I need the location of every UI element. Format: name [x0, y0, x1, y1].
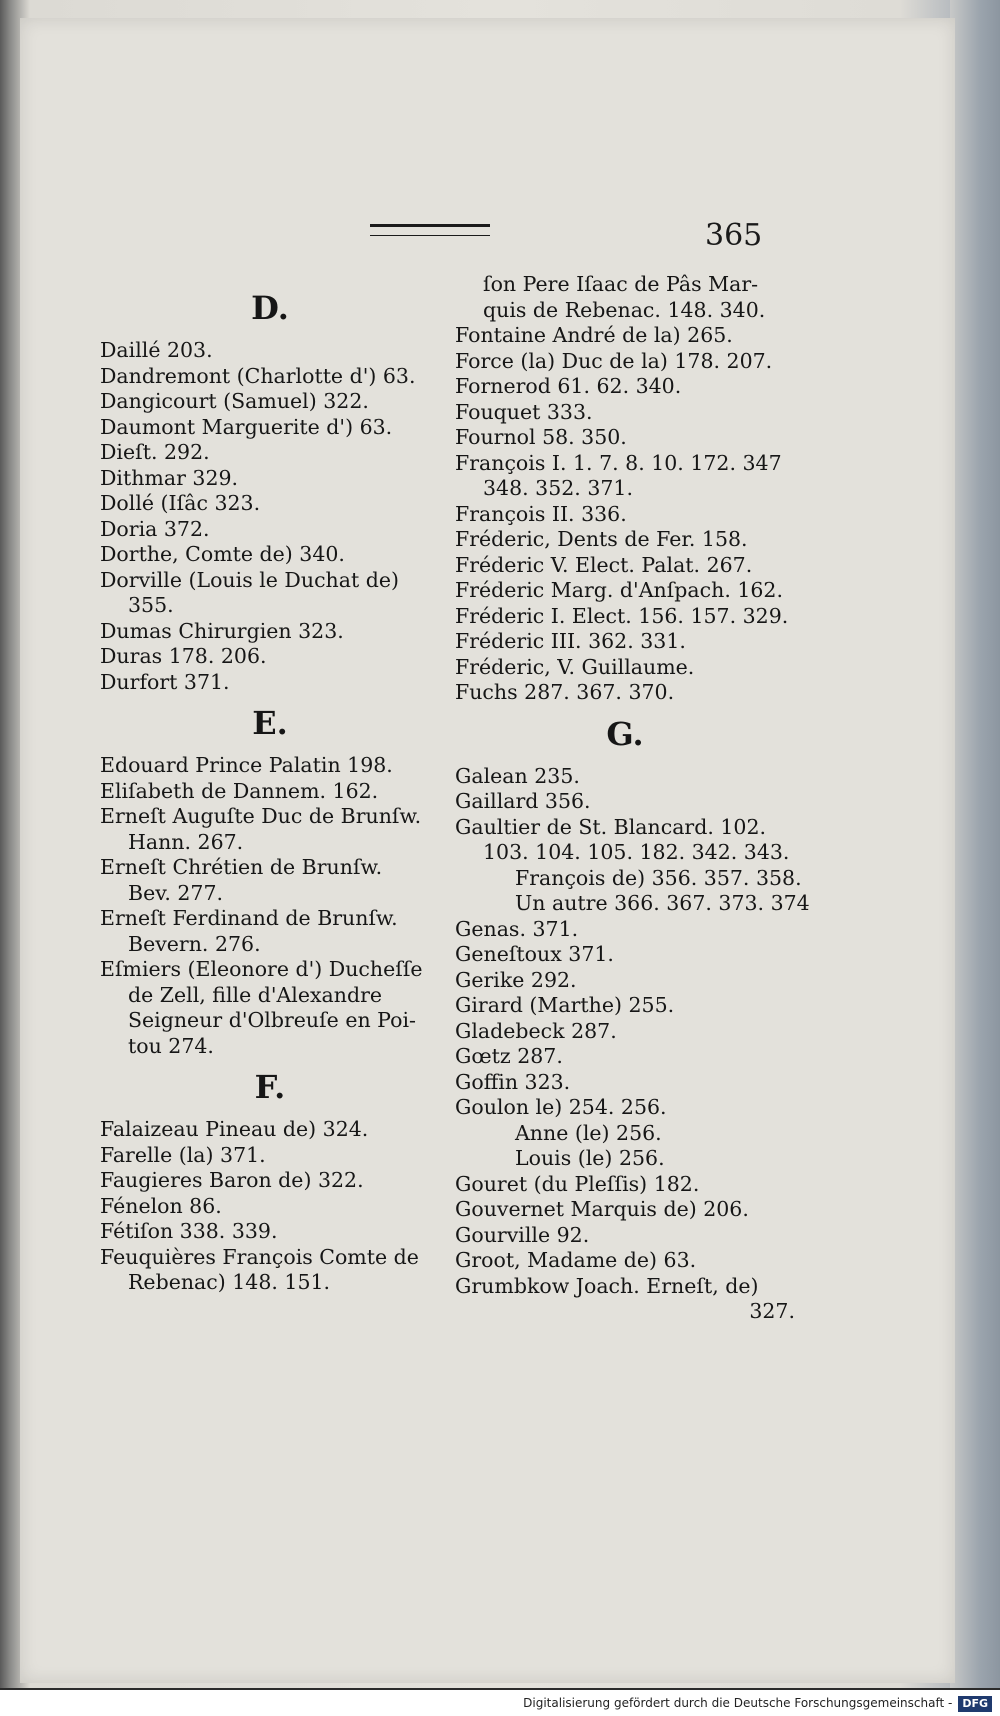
index-entry: Duras 178. 206. [100, 644, 267, 668]
index-entry: Gouret (du Pleſſis) 182. [455, 1171, 700, 1196]
index-entry: ſon Pere Iſaac de Pâs Mar- [483, 272, 759, 296]
index-entry: Eliſabeth de Dannem. 162. [100, 778, 379, 803]
section-letter-heading: D. [251, 289, 289, 327]
dfg-logo: DFG [958, 1696, 992, 1712]
index-entry: Dangicourt (Samuel) 322. [100, 389, 369, 413]
index-entry: Fouquet 333. [455, 399, 593, 424]
index-entry: Genas. 371. [455, 916, 579, 941]
section-letter-heading: G. [606, 714, 644, 753]
index-entry: Feuquières François Comte de [100, 1244, 419, 1269]
index-column-left [100, 280, 440, 1296]
index-entry: 355. [128, 593, 174, 617]
index-entry: Galean 235. [455, 763, 580, 788]
index-entry: 348. 352. 371. [483, 476, 633, 500]
footer-text: Digitalisierung gefördert durch die Deutsche Forschungsgemeinschaft - [523, 1696, 953, 1710]
index-column-right [455, 272, 810, 1325]
index-entry: Goffin 323. [455, 1069, 571, 1094]
index-entry: Erneſt Ferdinand de Brunſw. [100, 906, 398, 930]
index-entry: quis de Rebenac. 148. 340. [483, 297, 766, 322]
index-entry: de Zell, fille d'Alexandre [128, 982, 383, 1007]
index-entry: Goulon le) 254. 256. [455, 1095, 667, 1119]
index-entry: Fréderic Marg. d'Anſpach. 162. [455, 578, 783, 602]
index-entry: Doria 372. [100, 516, 210, 541]
index-entry: Fréderic, Dents de Fer. 158. [455, 527, 748, 551]
index-entry: Dieſt. 292. [100, 440, 210, 464]
index-entry: Falaizeau Pineau de) 324. [100, 1117, 369, 1141]
index-entry: Daumont Marguerite d') 63. [100, 414, 393, 439]
book-edge [950, 0, 1000, 1688]
index-entry: Gourville 92. [455, 1222, 590, 1247]
index-entry: Fréderic V. Elect. Palat. 267. [455, 552, 753, 577]
index-entry: Gouvernet Marquis de) 206. [455, 1197, 749, 1221]
index-entry: Gerike 292. [455, 967, 577, 992]
index-entry: François II. 336. [455, 501, 627, 526]
index-entry: Fuchs 287. 367. 370. [455, 680, 675, 704]
index-entry: Fréderic III. 362. 331. [455, 629, 686, 653]
index-entry: Fontaine André de la) 265. [455, 323, 733, 347]
index-entry: Un autre 366. 367. 373. 374 [515, 891, 810, 915]
index-entry: Louis (le) 256. [515, 1146, 665, 1170]
index-entry: Force (la) Duc de la) 178. 207. [455, 348, 773, 373]
index-entry: Girard (Marthe) 255. [455, 993, 675, 1017]
index-entry: Gaillard 356. [455, 789, 591, 813]
header-rule [370, 224, 490, 236]
index-entry: tou 274. [128, 1033, 214, 1058]
index-entry: Faugieres Baron de) 322. [100, 1168, 364, 1192]
index-entry: Gœtz 287. [455, 1044, 563, 1068]
index-entry: Daillé 203. [100, 338, 213, 362]
digitization-footer [0, 1690, 1000, 1716]
index-entry: Bev. 277. [128, 880, 224, 905]
index-entry: Durfort 371. [100, 669, 230, 694]
index-entry: Grumbkow Joach. Erneſt, de) [455, 1273, 759, 1298]
index-entry: Groot, Madame de) 63. [455, 1248, 697, 1272]
index-entry: Farelle (la) 371. [100, 1142, 266, 1167]
index-entry: Rebenac) 148. 151. [128, 1270, 331, 1294]
index-entry: Dandremont (Charlotte d') 63. [100, 363, 416, 388]
index-entry: Anne (le) 256. [515, 1120, 662, 1145]
index-entry: 103. 104. 105. 182. 342. 343. [483, 840, 790, 864]
index-entry: François I. 1. 7. 8. 10. 172. 347 [455, 450, 782, 475]
index-entry: Gaultier de St. Blancard. 102. [455, 814, 767, 839]
index-entry: Dumas Chirurgien 323. [100, 618, 344, 643]
index-entry: 327. [749, 1299, 795, 1323]
page-number: 365 [705, 218, 763, 253]
index-entry: Fornerod 61. 62. 340. [455, 374, 682, 398]
index-entry: Fournol 58. 350. [455, 425, 627, 449]
index-entry: Dithmar 329. [100, 465, 239, 490]
index-entry: Geneſtoux 371. [455, 942, 614, 966]
index-entry: François de) 356. 357. 358. [515, 865, 802, 890]
section-letter-heading: E. [252, 704, 288, 742]
index-entry: Seigneur d'Olbreuſe en Poi- [128, 1008, 416, 1032]
index-entry: Hann. 267. [128, 829, 244, 854]
index-entry: Fréderic, V. Guillaume. [455, 654, 695, 679]
index-entry: Fréderic I. Elect. 156. 157. 329. [455, 603, 789, 628]
index-entry: Dollé (Iſâc 323. [100, 491, 261, 515]
index-entry: Erneſt Chrétien de Brunſw. [100, 855, 383, 879]
index-entry: Fétiſon 338. 339. [100, 1219, 278, 1243]
index-entry: Dorthe, Comte de) 340. [100, 542, 345, 566]
section-letter-heading: F. [254, 1068, 286, 1106]
index-entry: Bevern. 276. [128, 931, 261, 956]
index-entry: Dorville (Louis le Duchat de) [100, 567, 399, 592]
index-entry: Fénelon 86. [100, 1193, 222, 1218]
index-entry: Edouard Prince Palatin 198. [100, 753, 393, 777]
index-entry: Gladebeck 287. [455, 1018, 617, 1043]
index-entry: Erneſt Auguſte Duc de Brunſw. [100, 804, 422, 828]
index-entry: Eſmiers (Eleonore d') Ducheſſe [100, 957, 423, 981]
